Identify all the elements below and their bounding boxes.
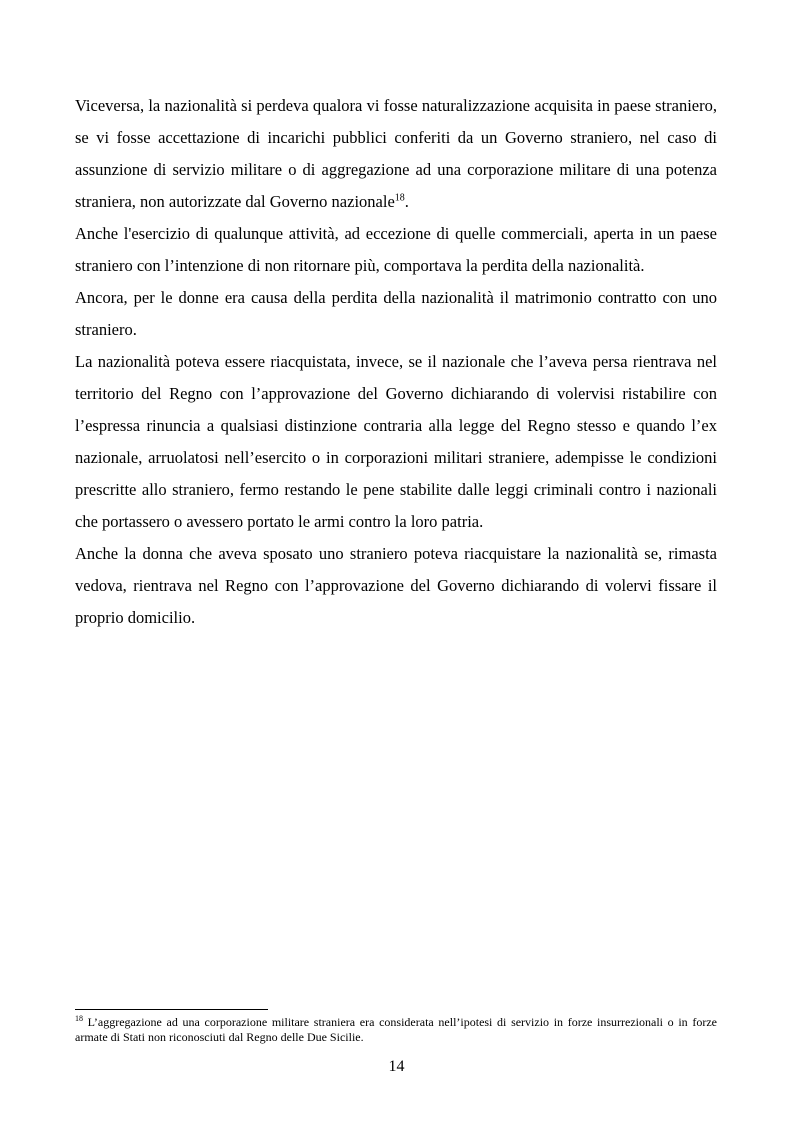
page-number: 14 <box>388 1058 405 1075</box>
paragraph-1-text: Viceversa, la nazionalità si perdeva qualora vi fosse naturalizzazione acquisita in paese straniero, se vi fosse accettazione di incarichi pubblici conferiti da un Governo straniero, nel caso di assunzione di servizio militare o di aggregazione ad una corporazione militare di una potenza straniera, non autorizzate dal Governo nazionale <box>75 96 717 211</box>
paragraph-3: Ancora, per le donne era causa della perdita della nazionalità il matrimonio contratto con uno straniero. <box>75 288 717 339</box>
paragraph-4: La nazionalità poteva essere riacquistata, invece, se il nazionale che l’aveva persa rientrava nel territorio del Regno con l’approvazione del Governo dichiarando di volervisi ristabilire con l’espressa rinuncia a qualsiasi distinzione contraria alla legge del Regno stesso e quando l’ex nazionale, arruolatosi nell’esercito o in corporazioni militari straniere, adempisse le condizioni prescritte allo straniero, fermo restando le pene stabilite dalle leggi criminali contro i nazionali che portassero o avessero portato le armi contro la loro patria. <box>75 352 717 531</box>
footnote <box>75 1015 717 1045</box>
body-text <box>75 90 717 634</box>
footnote-text: L’aggregazione ad una corporazione militare straniera era considerata nell’ipotesi di servizio in forze insurrezionali o in forze armate di Stati non riconosciuti dal Regno delle Due Sicilie. <box>75 1015 717 1044</box>
paragraph-2: Anche l'esercizio di qualunque attività, ad eccezione di quelle commerciali, aperta in un paese straniero con l’intenzione di non ritornare più, comportava la perdita della nazionalità. <box>75 224 717 275</box>
footnote-separator <box>75 1009 268 1010</box>
paragraph-1-end: . <box>404 192 409 211</box>
footnote-number: 18 <box>75 1014 83 1023</box>
paragraph-5: Anche la donna che aveva sposato uno straniero poteva riacquistare la nazionalità se, rimasta vedova, rientrava nel Regno con l’approvazione del Governo dichiarando di volervi fissare il proprio domicilio. <box>75 544 717 627</box>
paragraph-1 <box>75 90 717 218</box>
footnote-reference[interactable]: 18 <box>394 192 405 204</box>
